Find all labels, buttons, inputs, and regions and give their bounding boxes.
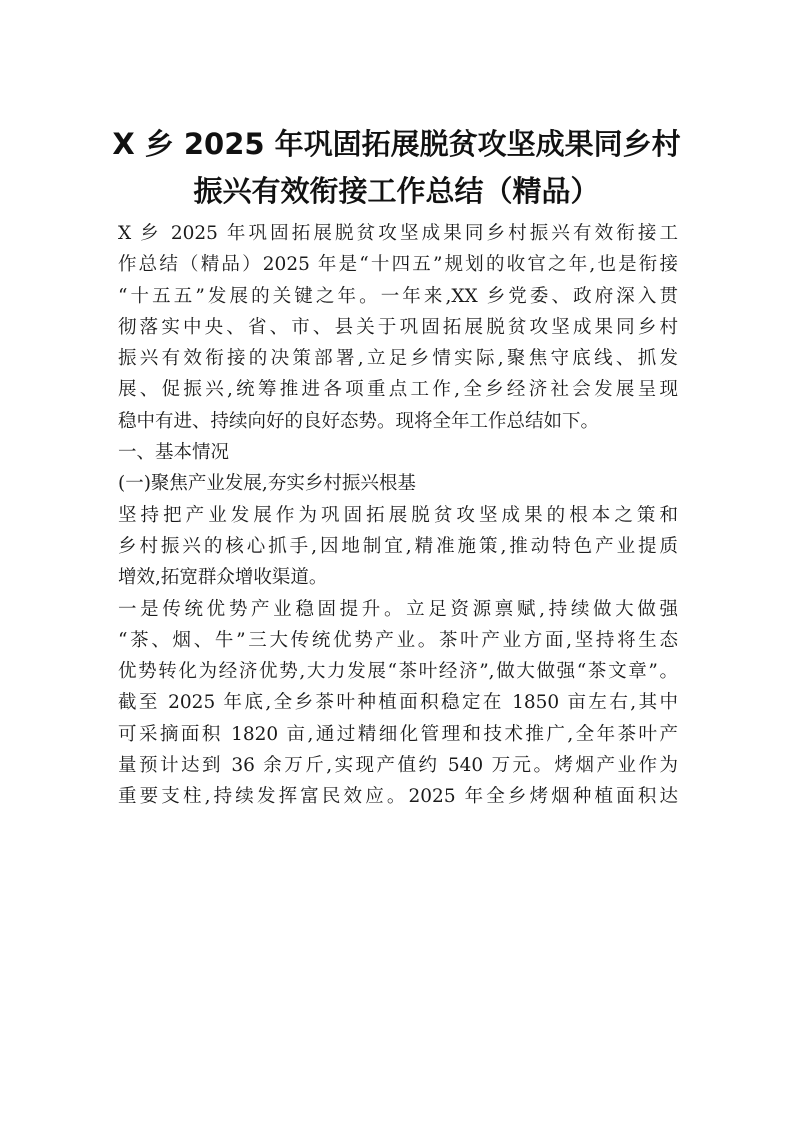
text-line: 振兴有效衔接的决策部署,立足乡情实际,聚焦守底线、抓发 — [118, 348, 678, 370]
document-title-line-2: 振兴有效衔接工作总结（精品） — [193, 174, 600, 208]
text-line: 乡村振兴的核心抓手,因地制宜,精准施策,推动特色产业提质 — [118, 535, 678, 557]
text-line: 展、促振兴,统筹推进各项重点工作,全乡经济社会发展呈现 — [118, 379, 678, 401]
subsection-heading — [118, 468, 678, 499]
text-line: “十五五”发展的关键之年。一年来,XX 乡党委、政府深入贯 — [118, 285, 678, 307]
text-line: 坚持把产业发展作为巩固拓展脱贫攻坚成果的根本之策和 — [118, 504, 678, 526]
text-line: “茶、烟、牛”三大传统优势产业。茶叶产业方面,坚持将生态 — [118, 629, 678, 651]
text-line: 稳中有进、持续向好的良好态势。现将全年工作总结如下。 — [118, 410, 600, 432]
text-line: 作总结（精品）2025 年是“十四五”规划的收官之年,也是衔接 — [118, 254, 678, 276]
text-line: 一是传统优势产业稳固提升。立足资源禀赋,持续做大做强 — [118, 598, 678, 620]
heading-industry-development: (一)聚焦产业发展,夯实乡村振兴根基 — [118, 473, 416, 495]
text-line: 优势转化为经济优势,大力发展“茶叶经济”,做大做强“茶文章”。 — [118, 661, 678, 683]
section-heading — [118, 437, 678, 468]
text-line: 彻落实中央、省、市、县关于巩固拓展脱贫攻坚成果同乡村 — [118, 316, 678, 338]
text-line: 重要支柱,持续发挥富民效应。2025 年全乡烤烟种植面积达 — [118, 786, 678, 808]
text-line: X 乡 2025 年巩固拓展脱贫攻坚成果同乡村振兴有效衔接工 — [118, 223, 678, 244]
traditional-industry-paragraph — [118, 594, 678, 813]
document-title-line-1: X 乡 2025 年巩固拓展脱贫攻坚成果同乡村 — [112, 127, 681, 161]
text-line: 可采摘面积 1820 亩,通过精细化管理和技术推广,全年茶叶产 — [118, 723, 678, 745]
text-line: 增效,拓宽群众增收渠道。 — [118, 567, 328, 589]
heading-basic-situation: 一、基本情况 — [118, 442, 230, 464]
industry-paragraph — [118, 500, 678, 594]
intro-paragraph — [118, 218, 678, 437]
text-line: 量预计达到 36 余万斤,实现产值约 540 万元。烤烟产业作为 — [118, 755, 678, 777]
text-line: 截至 2025 年底,全乡茶叶种植面积稳定在 1850 亩左右,其中 — [118, 692, 678, 714]
document-body — [118, 218, 678, 813]
